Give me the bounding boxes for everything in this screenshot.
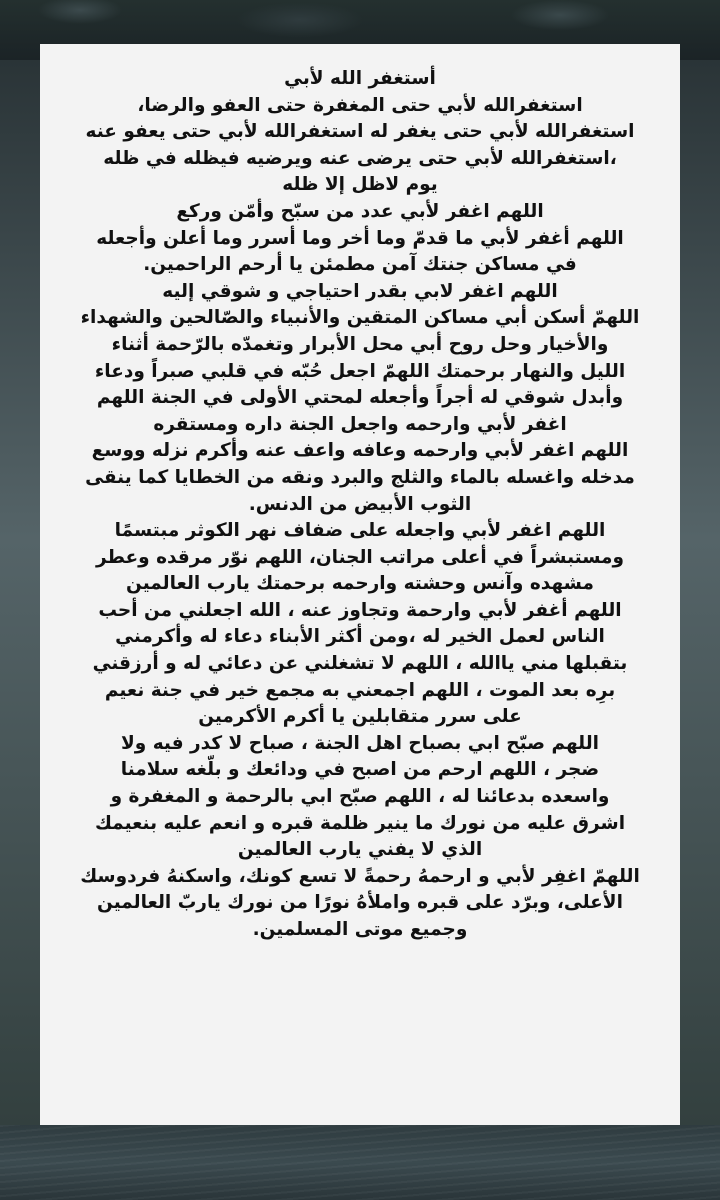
text-line: والأخيار وحل روح أبي محل الأبرار وتغمدّه بالرّحمة أثناء (111, 333, 609, 355)
text-line: وأبدل شوقي له أجراً وأجعله لمحتي الأولى في الجنة اللهم (96, 387, 624, 409)
background-right-strip (680, 60, 720, 1125)
text-line: اللهم أغفر لأبي ما قدمّ وما أخر وما أسرر وما أعلن وأجعله (96, 227, 624, 249)
background-left-strip (0, 60, 40, 1125)
prayer-card (40, 44, 680, 1125)
text-line: الذي لا يفني يارب العالمين (237, 839, 483, 861)
text-line: يوم لاظل إلا ظله (282, 174, 438, 196)
text-line: اللهم صبّح ابي بصباح اهل الجنة ، صباح لا كدر فيه ولا (120, 732, 600, 754)
background-sea (0, 1125, 720, 1200)
text-line: أستغفر الله لأبي (284, 68, 436, 89)
text-line: الأعلى، وبرّد على قبره واملأهُ نورًا من نورك ياربّ العالمين (97, 892, 623, 914)
text-line: استغفرالله لأبي حتى المغفرة حتى العفو والرضا، (137, 94, 583, 116)
prayer-text (58, 66, 662, 944)
text-line: واسعده بدعائنا له ، اللهم صبّح ابي بالرحمة و المغفرة و (110, 786, 610, 808)
text-line: استغفرالله لأبي حتى يغفر له استغفرالله لأبي حتى يعفو عنه (85, 121, 635, 143)
text-line: اللهم أغفر لأبي وارحمة وتجاوز عنه ، الله اجعلني من أحب (98, 599, 622, 621)
text-line: اللهم اغفر لأبي عدد من سبّح وأمّن وركع (176, 200, 544, 222)
text-line: على سرر متقابلين يا أكرم الأكرمين (198, 706, 522, 728)
text-line: اشرق عليه من نورك ما ينير ظلمة قبره و انعم عليه بنعيمك (94, 812, 626, 834)
text-line: برِه بعد الموت ، اللهم اجمعني به مجمع خير في جنة نعيم (104, 679, 616, 701)
text-line: اللهمّ أسكن أبي مساكن المتقين والأنبياء والصّالحين والشهداء (80, 307, 640, 329)
text-line: اغفر لأبي وارحمه واجعل الجنة داره ومستقره (153, 413, 567, 435)
text-line: اللهم اغفر لأبي واجعله على ضفاف نهر الكوثر مبتسمًا (114, 520, 606, 542)
text-line: في مساكن جنتك آمن مطمئن يا أرحم الراحمين. (143, 254, 577, 276)
text-line: مشهده وآنس وحشته وارحمه برحمتك يارب العالمين (126, 573, 594, 595)
text-line: اللهمّ اغفِر لأبي و ارحمهُ رحمةً لا تسع كونك، واسكنهُ فردوسك (80, 865, 640, 887)
text-line: مدخله واغسله بالماء والثلج والبرد ونقه من الخطايا كما ينقى (85, 466, 635, 488)
text-line: الثوب الأبيض من الدنس. (248, 493, 472, 515)
text-line: وجميع موتى المسلمين. (252, 919, 468, 940)
text-line: بتقبلها مني ياالله ، اللهم لا تشغلني عن دعائي له و أرزقني (92, 653, 628, 675)
text-line: الناس لعمل الخير له ،ومن أكثر الأبناء دعاء له وأكرمني (115, 626, 605, 648)
text-line: ضجر ، اللهم ارحم من اصبح في ودائعك و بلّغه سلامنا (120, 759, 600, 781)
text-line: اللهم اغفر لابي بقدر احتياجي و شوقي إليه (162, 280, 558, 302)
text-line: اللهم اغفر لأبي وارحمه وعافه واعف عنه وأكرم نزله ووسع (91, 440, 629, 462)
text-line: الليل والنهار برحمتك اللهمّ اجعل حُبّه في قلبي صبراً ودعاء (94, 360, 626, 382)
text-line: ومستبشراً في أعلى مراتب الجنان، اللهم نوّر مرقده وعطر (95, 546, 625, 568)
text-line: ،استغفرالله لأبي حتى يرضى عنه ويرضيه فيظله في ظله (103, 147, 617, 169)
